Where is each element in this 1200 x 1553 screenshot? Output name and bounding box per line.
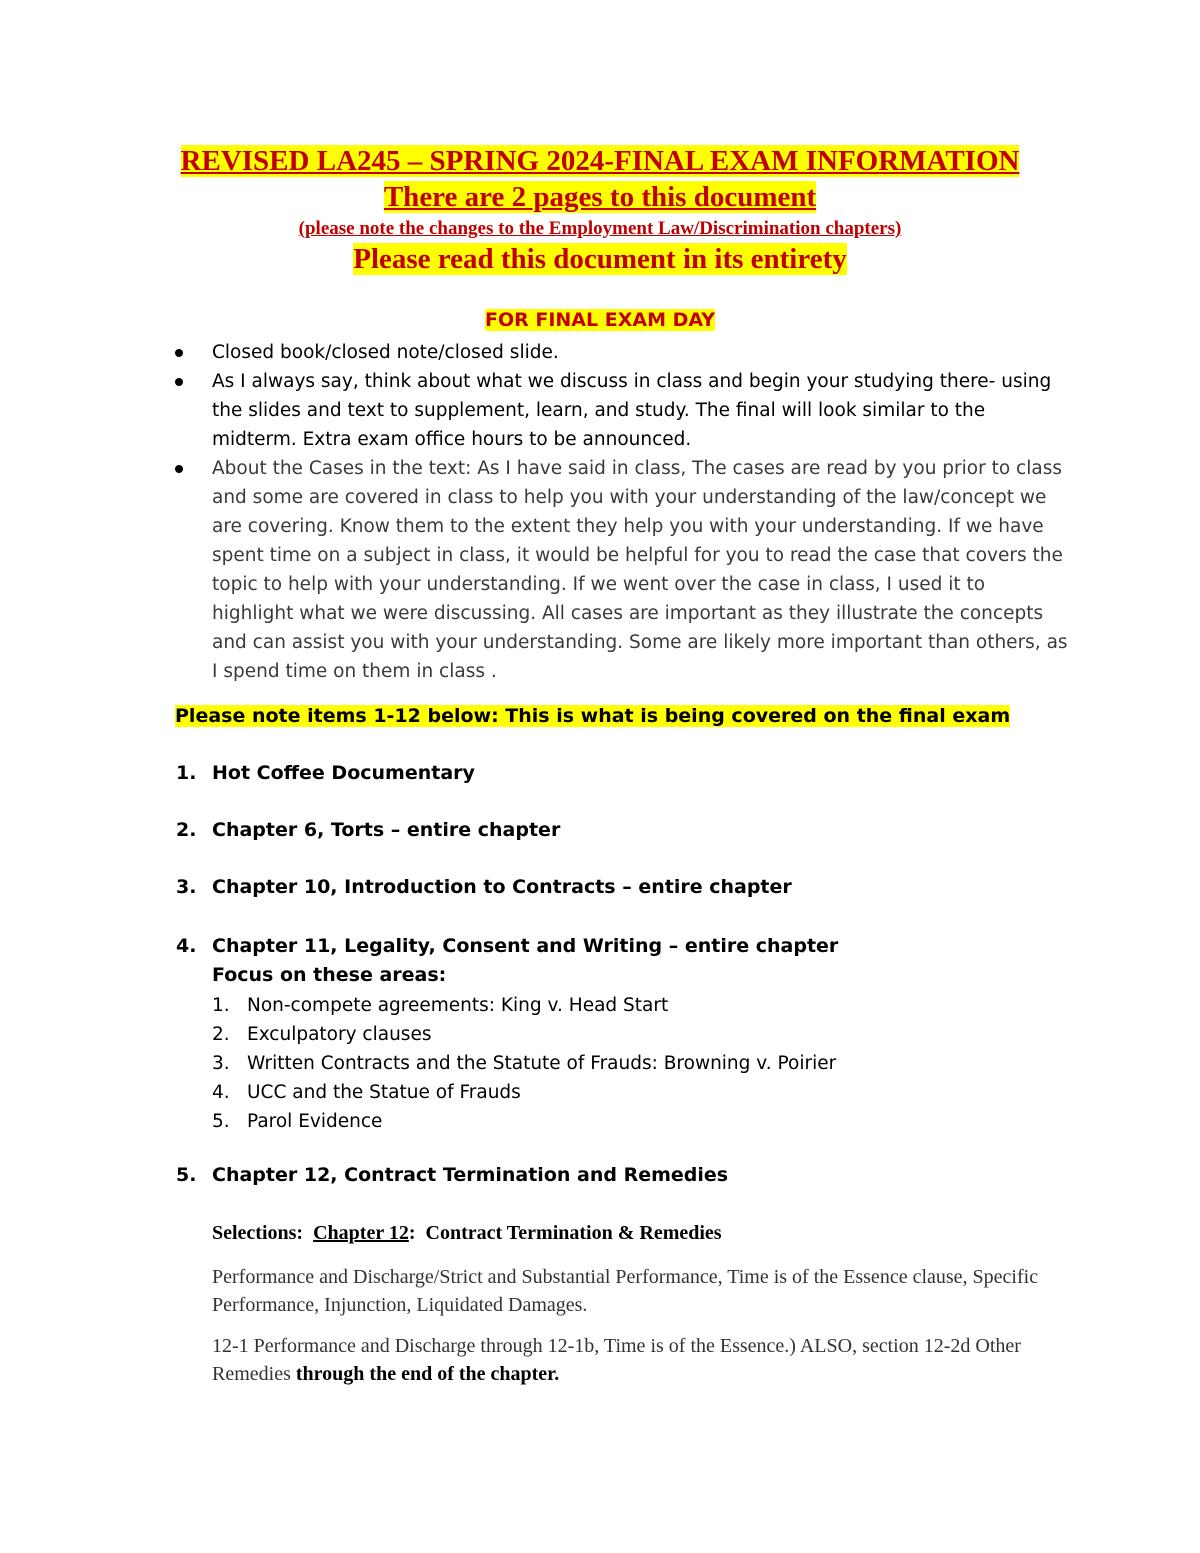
focus-area-item: 2. Exculpatory clauses [212,1024,432,1045]
bullet-item: About the Cases in the text: As I have said in class, The cases are read by you prior to class and some are covered in class to help you with your understanding of the law/concept we are covering. Know them to the extent they help you with your understanding. If we have spent time on a subject in class, it would be helpful for you to read the case that covers the topic to help with your understanding. If we went over the case in class, I used it to highlight what we were discussing. All cases are important as they illustrate the concepts and can assist you with your understanding. Some are likely more important than others, as I spend time on them in class . [170,454,1070,686]
bullet-item: Closed book/closed note/closed slide. [170,338,1070,367]
selections-paragraph: Performance and Discharge/Strict and Substantial Performance, Time is of the Essence clause, Specific Performance, Injunction, Liquidated Damages. [212,1266,1039,1316]
document-title: REVISED LA245 – SPRING 2024-FINAL EXAM INFORMATION [180,145,1020,177]
changes-note: (please note the changes to the Employment Law/Discrimination chapters) [298,218,902,239]
bullet-item: As I always say, think about what we discuss in class and begin your studying there- using the slides and text to supplement, learn, and study. The final will look similar to the midterm. Extra exam office hours to be announced. [170,367,1070,454]
focus-area-item: 1. Non-compete agreements: King v. Head Start [212,995,669,1016]
focus-area-item: 5. Parol Evidence [212,1111,383,1132]
focus-area-item: 3. Written Contracts and the Statute of Frauds: Browning v. Poirier [212,1053,837,1074]
bullet-dot-icon [175,349,183,357]
exam-item: 5. Chapter 12, Contract Termination and Remedies [176,1164,729,1186]
read-note: Please read this document in its entirety [353,243,847,275]
bullet-dot-icon [175,465,183,473]
exam-item: 1. Hot Coffee Documentary [176,762,475,784]
selections-paragraph: 12-1 Performance and Discharge through 12-1b, Time is of the Essence.) ALSO, section 12-2d Other Remedies through the end of the chapter. [212,1335,1021,1385]
exam-item: 2. Chapter 6, Torts – entire chapter [176,819,561,841]
focus-area-item: 4. UCC and the Statue of Frauds [212,1082,521,1103]
bullet-dot-icon [175,378,183,386]
exam-day-bullets [170,338,1070,686]
items-note: Please note items 1-12 below: This is what is being covered on the final exam [175,705,1011,727]
focus-areas-list [212,991,1012,1136]
exam-day-heading: FOR FINAL EXAM DAY [484,309,716,331]
focus-heading: Focus on these areas: [212,964,447,986]
exam-item: 4. Chapter 11, Legality, Consent and Writing – entire chapter [176,935,839,957]
exam-item: 3. Chapter 10, Introduction to Contracts – entire chapter [176,876,792,898]
selections-heading: Selections: Chapter 12: Contract Termination & Remedies [212,1222,722,1244]
pages-note: There are 2 pages to this document [383,181,817,213]
